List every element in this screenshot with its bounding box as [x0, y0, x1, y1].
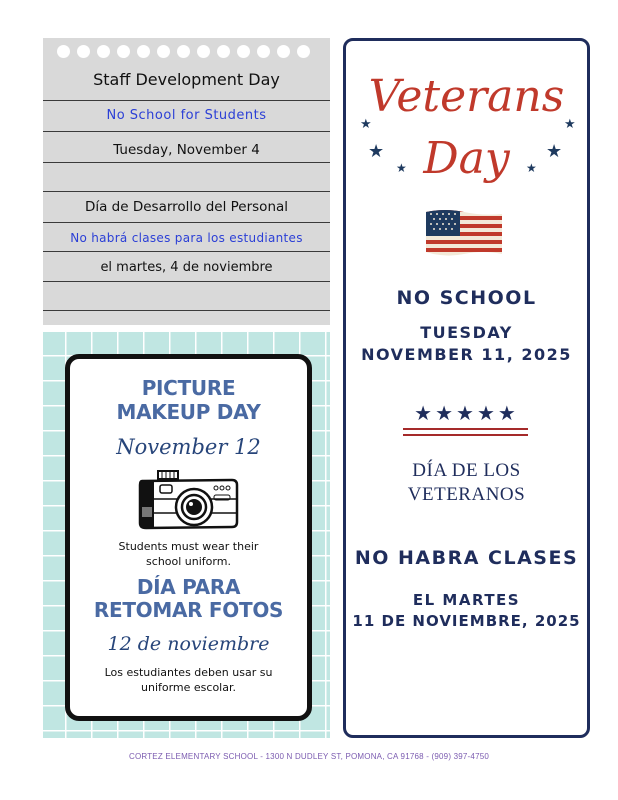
school-address-footer: CORTEZ ELEMENTARY SCHOOL - 1300 N DUDLEY ST, POMONA, CA 91768 - (909) 397-4750	[128, 752, 490, 761]
hole-decoration	[157, 45, 170, 58]
veterans-title-es-line2: VETERANOS	[407, 484, 526, 505]
veterans-day-es: EL MARTES	[412, 591, 521, 609]
hole-decoration	[177, 45, 190, 58]
picture-day-note-en-line1: Students must wear their	[118, 540, 259, 553]
hole-decoration	[277, 45, 290, 58]
picture-day-date-en: November 12	[116, 435, 261, 459]
hole-decoration	[137, 45, 150, 58]
hole-decoration	[257, 45, 270, 58]
star-icon: ★	[564, 116, 576, 131]
veterans-title-es-line1: DÍA DE LOS	[412, 460, 521, 481]
staff-dev-subtitle-en: No School for Students	[106, 108, 267, 123]
picture-day-panel	[43, 332, 330, 738]
picture-day-note-es-line1: Los estudiantes deben usar su	[104, 666, 273, 679]
veterans-date-en: NOVEMBER 11, 2025	[361, 345, 572, 364]
staff-development-notice	[43, 38, 330, 325]
veterans-date-es: 11 DE NOVIEMBRE, 2025	[352, 612, 581, 630]
picture-day-card	[65, 354, 312, 721]
hole-decoration	[77, 45, 90, 58]
ruled-line	[43, 131, 330, 132]
veterans-day-card	[343, 38, 590, 738]
ruled-line	[43, 281, 330, 282]
star-icon: ★	[368, 141, 385, 161]
staff-dev-title-es: Día de Desarrollo del Personal	[84, 199, 289, 215]
red-divider-line	[403, 434, 528, 436]
veterans-title-line2: Day	[423, 133, 510, 184]
camera-icon	[138, 469, 240, 531]
picture-day-title-es-line1: DÍA PARA	[136, 575, 241, 599]
picture-day-date-es: 12 de noviembre	[107, 633, 270, 655]
american-flag-icon	[426, 208, 502, 258]
ruled-line	[43, 162, 330, 163]
picture-day-title-line2: MAKEUP DAY	[116, 400, 261, 424]
no-school-heading: NO SCHOOL	[396, 287, 537, 309]
hole-decoration	[237, 45, 250, 58]
hole-decoration	[117, 45, 130, 58]
staff-dev-date-es: el martes, 4 de noviembre	[100, 260, 273, 275]
star-icon: ★	[396, 161, 407, 175]
picture-day-note-en-line2: school uniform.	[146, 555, 231, 568]
staff-dev-date-en: Tuesday, November 4	[113, 142, 260, 158]
red-divider-line	[403, 428, 528, 430]
hole-decoration	[197, 45, 210, 58]
veterans-day-en: TUESDAY	[420, 323, 513, 342]
star-icon: ★	[360, 116, 372, 131]
hole-decoration	[297, 45, 310, 58]
star-icon: ★	[526, 161, 537, 175]
picture-day-note-es-line2: uniforme escolar.	[141, 681, 236, 694]
picture-day-title-es-line2: RETOMAR FOTOS	[93, 598, 284, 622]
stars-divider: ★★★★★	[414, 403, 519, 425]
ruled-line	[43, 100, 330, 101]
ruled-line	[43, 310, 330, 311]
hole-decoration	[97, 45, 110, 58]
no-school-es-heading: NO HABRA CLASES	[354, 547, 579, 569]
ruled-line	[43, 191, 330, 192]
picture-day-title-line1: PICTURE	[141, 376, 236, 400]
notebook-holes	[57, 45, 310, 58]
hole-decoration	[57, 45, 70, 58]
ruled-line	[43, 251, 330, 252]
veterans-title-line1: Veterans	[368, 71, 565, 122]
staff-dev-title: Staff Development Day	[93, 70, 280, 89]
staff-dev-subtitle-es: No habrá clases para los estudiantes	[70, 231, 303, 245]
star-icon: ★	[546, 141, 563, 161]
hole-decoration	[217, 45, 230, 58]
ruled-line	[43, 222, 330, 223]
